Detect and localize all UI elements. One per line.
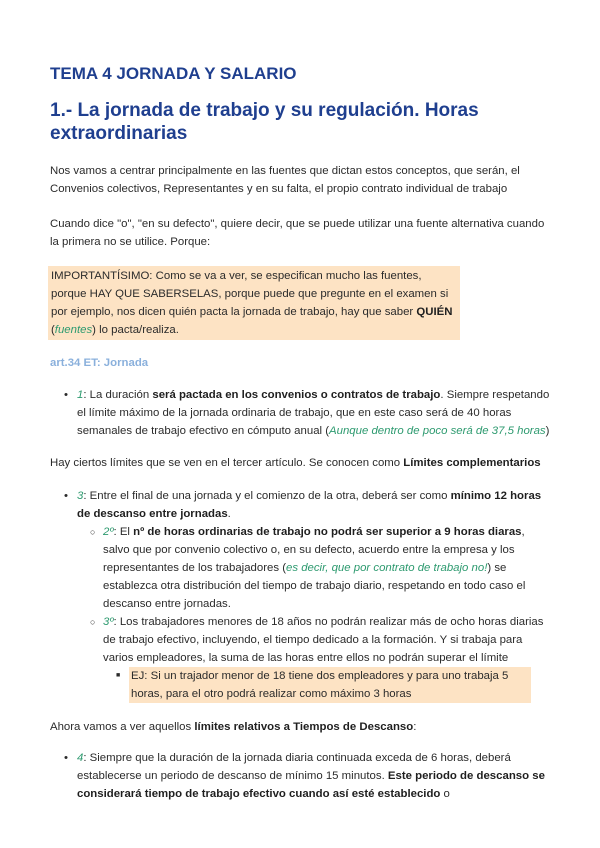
sub2-bold: nº de horas ordinarias de trabajo no podrá ser superior a 9 horas diaras [133,526,522,538]
example-callout: EJ: Si un trajador menor de 18 tiene dos empleadores y para uno trabaja 5 horas, para el otro podrá realizar como máximo 3 horas [129,667,531,703]
item3-text-c: . [227,508,231,520]
list-item-3 [77,487,550,703]
list-item-1 [77,386,550,440]
sub2-text-a: : El [113,526,134,538]
item3-text-a: : Entre el final de una jornada y el comienzo de la otra, deberá ser como [83,490,451,502]
important-fuentes: fuentes [54,324,93,336]
rest-intro-paragraph [50,718,550,736]
item4-text-a: : Siempre que la duración de la jornada diaria continuada exceda de 6 horas, deberá establecerse un periodo de descanso de mínimo 15 minutos. [77,752,511,782]
item4-text-c: o [440,788,450,800]
sub-item-3 [103,613,550,703]
article-label: art.34 ET: Jornada [50,357,149,369]
article-list-1 [77,386,550,440]
sub-list [103,523,550,703]
example-item [129,667,550,703]
sub-item-2 [103,523,550,613]
rest-intro-text: Ahora vamos a ver aquellos [50,721,195,733]
important-quien: QUIÉN [416,306,453,318]
limits-intro-paragraph [50,454,550,472]
sub2-text-c: , salvo que por convenio colectivo o, en su defecto, acuerdo entre la empresa y los representantes de los trabajadores ( [103,526,525,574]
item-number: 4 [77,752,84,764]
sub-item-number: 3º [103,616,114,628]
important-paren-open: ( [51,324,55,336]
list-item-4 [77,749,550,803]
important-text-1: IMPORTANTÍSIMO: Como se va a ver, se especifican mucho las fuentes, porque HAY QUE SABERSELAS, porque puede que pregunte en el examen si por ejemplo, nos dicen quién pacta la jornada de trabajo, hay que saber [51,270,449,318]
item1-text-d: ) [545,425,550,437]
section-heading: 1.- La jornada de trabajo y su regulación. Horas extraordinarias [50,100,479,144]
item1-text-a: : La duración [83,389,153,401]
important-callout [48,266,460,340]
document-title: TEMA 4 JORNADA Y SALARIO [50,64,297,83]
limits-intro-bold: Límites complementarios [403,457,541,469]
item1-note: Aunque dentro de poco será de 37,5 horas [329,425,546,437]
rest-intro-colon: : [413,721,417,733]
item3-bold: mínimo 12 horas de descanso entre jornadas [77,490,542,520]
article-list-4 [77,749,550,803]
item-number: 1 [77,389,84,401]
item4-bold: Este periodo de descanso se considerará tiempo de trabajo efectivo cuando así esté establecido [77,770,545,800]
rest-intro-bold: límites relativos a Tiempos de Descanso [194,721,414,733]
sub2-text-d: ) se establezca otra distribución del tiempo de trabajo diario, respetando en todo caso el descanso entre jornadas. [103,562,526,610]
defecto-paragraph: Cuando dice "o", "en su defecto", quiere decir, que se puede utilizar una fuente alternativa cuando la primera no se utilice. Porque: [50,218,545,248]
important-text-2: ) lo pacta/realiza. [92,324,179,336]
item1-text-c: . Siempre respetando el límite máximo de la jornada ordinaria de trabajo, que en este caso será de 40 horas semanales de trabajo efectivo en cómputo anual ( [77,389,550,437]
intro-paragraph: Nos vamos a centrar principalmente en las fuentes que dictan estos conceptos, que serán, el Convenios colectivos, Representantes y en su falta, el propio contrato individual de trabajo [50,165,520,195]
example-list [129,667,550,703]
article-list-3 [77,487,550,703]
sub2-note: es decir, que por contrato de trabajo no! [286,562,488,574]
limits-intro-text: Hay ciertos límites que se ven en el tercer artículo. Se conocen como [50,457,404,469]
item-number: 3 [77,490,84,502]
sub-item-number: 2º [103,526,114,538]
item1-bold: será pactada en los convenios o contratos de trabajo [152,389,441,401]
sub3-text-a: : Los trabajadores menores de 18 años no podrán realizar más de ocho horas diarias de trabajo efectivo, incluyendo, el tiempo dedicado a la formación. Y si trabaja para varios empleadores, la suma de las horas entre ellos no podrán superar el límite [103,616,544,664]
